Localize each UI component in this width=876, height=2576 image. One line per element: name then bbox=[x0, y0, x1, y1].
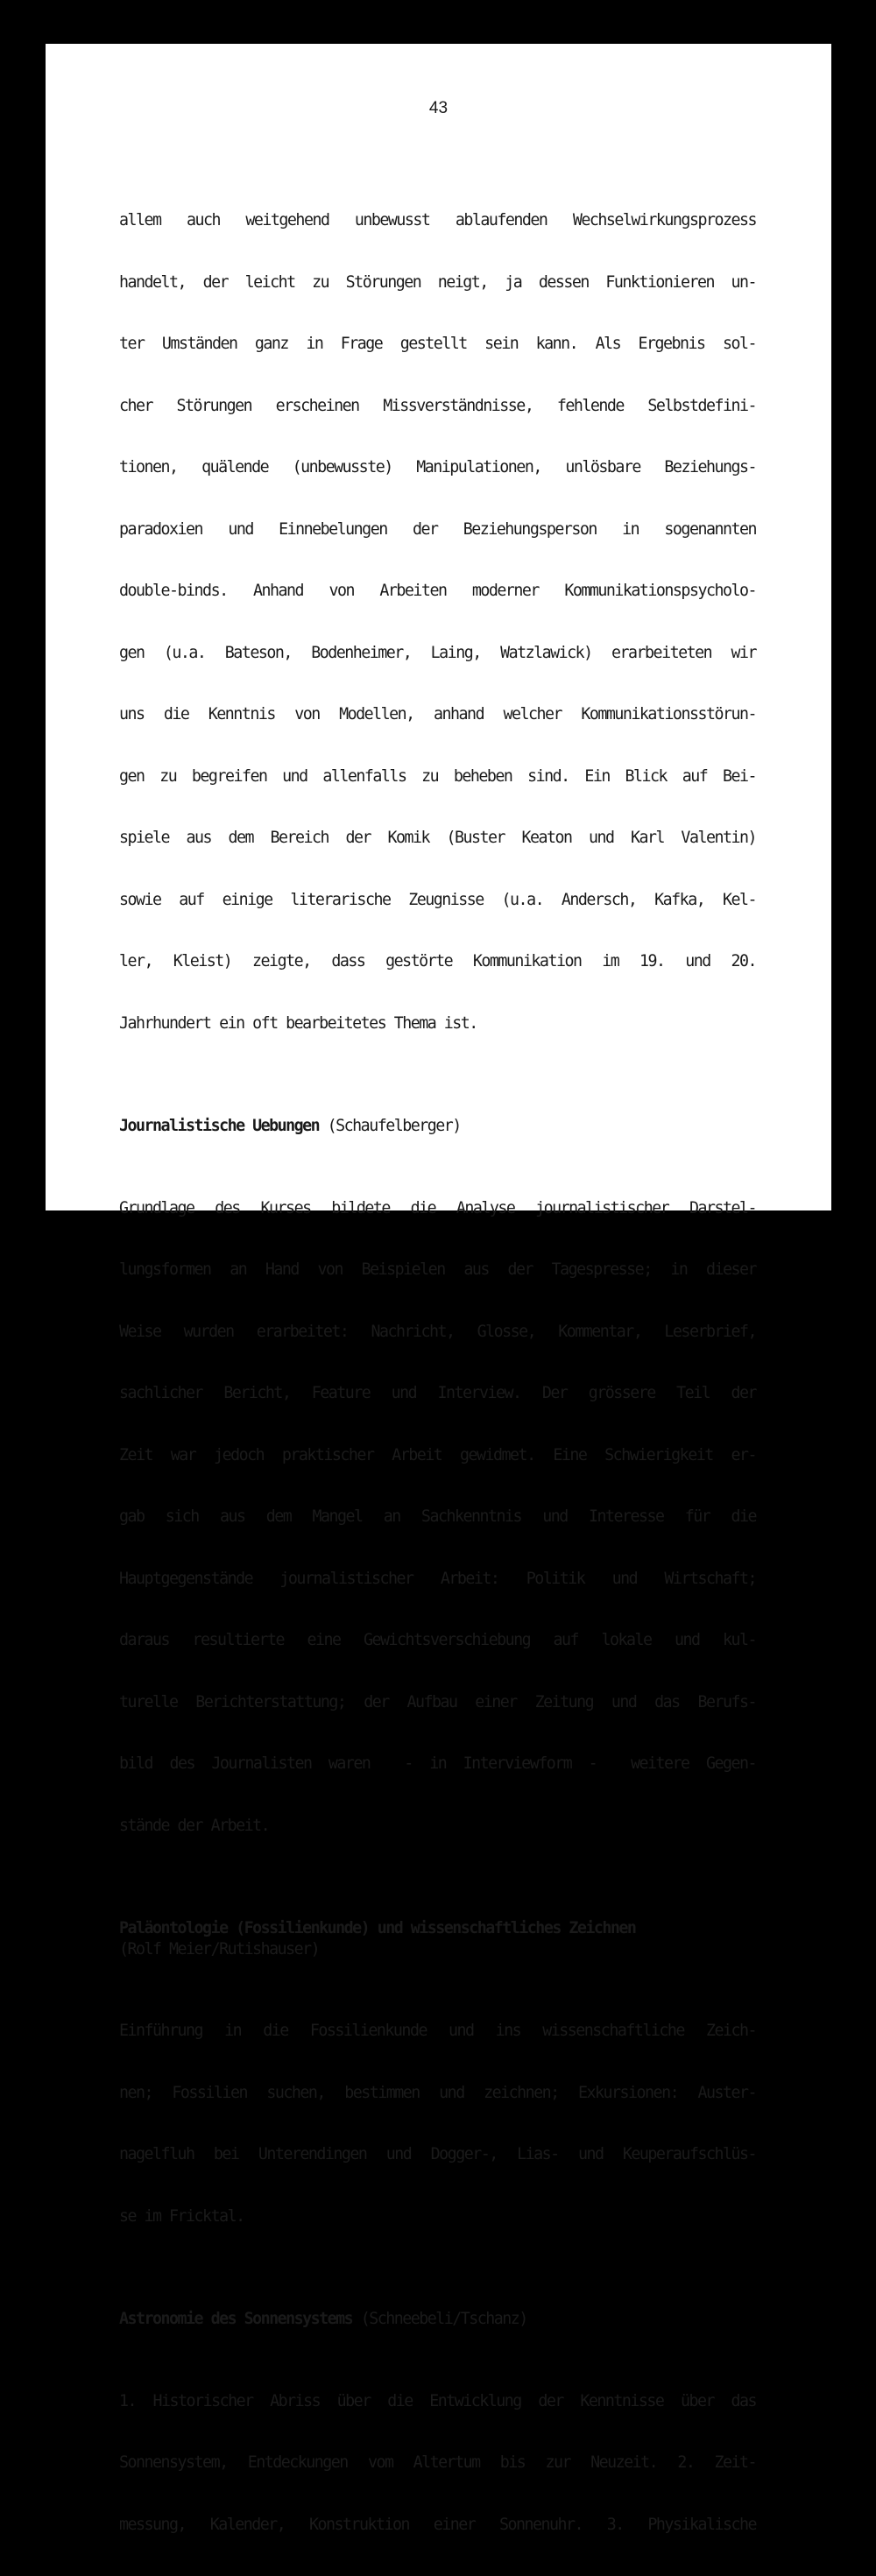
text-line: sowie auf einige literarische Zeugnisse (u.a. Andersch, Kafka, Kel- bbox=[119, 890, 756, 911]
text-line: ler, Kleist) zeigte, dass gestörte Kommunikation im 19. und 20. bbox=[119, 951, 756, 972]
text-line: stände der Arbeit. bbox=[119, 1816, 756, 1837]
text-line: tionen, quälende (unbewusste) Manipulationen, unlösbare Beziehungs- bbox=[119, 457, 756, 478]
document-page bbox=[46, 44, 831, 1210]
section-heading-palaeontology bbox=[119, 1918, 756, 1959]
text-line: gab sich aus dem Mangel an Sachkenntnis und Interesse für die bbox=[119, 1507, 756, 1528]
text-line: 1. Historischer Abriss über die Entwicklung der Kenntnisse über das bbox=[119, 2391, 756, 2412]
section-title: Astronomie des Sonnensystems bbox=[119, 2310, 352, 2328]
section-authors: (Schaufelberger) bbox=[319, 1117, 461, 1135]
text-line: Grundlage des Kurses bildete die Analyse journalistischer Darstel- bbox=[119, 1198, 756, 1219]
astronomy-paragraph bbox=[119, 2350, 756, 2576]
text-line: Sonnensystem, Entdeckungen vom Altertum bis zur Neuzeit. 2. Zeit- bbox=[119, 2452, 756, 2474]
text-line: double-binds. Anhand von Arbeiten moderner Kommunikationspsycholo- bbox=[119, 581, 756, 602]
section-heading-astronomy bbox=[119, 2309, 756, 2330]
page-number: 43 bbox=[46, 99, 831, 118]
text-line: lungsformen an Hand von Beispielen aus der Tagespresse; in dieser bbox=[119, 1260, 756, 1281]
section-heading-journalism bbox=[119, 1116, 756, 1137]
section-title: Journalistische Uebungen bbox=[119, 1117, 319, 1135]
text-line: Einführung in die Fossilienkunde und ins wissenschaftliche Zeich- bbox=[119, 2021, 756, 2042]
section-authors: (Schneebeli/Tschanz) bbox=[352, 2310, 527, 2328]
text-line: nen; Fossilien suchen, bestimmen und zeichnen; Exkursionen: Auster- bbox=[119, 2083, 756, 2104]
text-line: daraus resultierte eine Gewichtsverschiebung auf lokale und kul- bbox=[119, 1630, 756, 1651]
journalism-paragraph bbox=[119, 1157, 756, 1878]
text-line: Zeit war jedoch praktischer Arbeit gewidmet. Eine Schwierigkeit er- bbox=[119, 1445, 756, 1466]
text-line: cher Störungen erscheinen Missverständnisse, fehlende Selbstdefini- bbox=[119, 396, 756, 417]
text-line: bild des Journalisten waren - in Interviewform - weitere Gegen- bbox=[119, 1754, 756, 1775]
text-line: messung, Kalender, Konstruktion einer Sonnenuhr. 3. Physikalische bbox=[119, 2515, 756, 2536]
text-line: turelle Berichterstattung; der Aufbau einer Zeitung und das Berufs- bbox=[119, 1692, 756, 1713]
intro-paragraph bbox=[119, 169, 756, 1075]
palaeontology-paragraph bbox=[119, 1980, 756, 2268]
page-content bbox=[119, 169, 756, 2576]
text-line: uns die Kenntnis von Modellen, anhand welcher Kommunikationsstörun- bbox=[119, 704, 756, 725]
text-line: paradoxien und Einnebelungen der Beziehungsperson in sogenannten bbox=[119, 519, 756, 540]
text-line: sachlicher Bericht, Feature und Interview. Der grössere Teil der bbox=[119, 1383, 756, 1404]
text-line: Weise wurden erarbeitet: Nachricht, Glosse, Kommentar, Leserbrief, bbox=[119, 1322, 756, 1343]
text-line: allem auch weitgehend unbewusst ablaufenden Wechselwirkungsprozess bbox=[119, 210, 756, 231]
text-line: gen (u.a. Bateson, Bodenheimer, Laing, Watzlawick) erarbeiteten wir bbox=[119, 643, 756, 664]
text-line: nagelfluh bei Unterendingen und Dogger-, Lias- und Keuperaufschlüs- bbox=[119, 2144, 756, 2165]
text-line: handelt, der leicht zu Störungen neigt, ja dessen Funktionieren un- bbox=[119, 272, 756, 293]
text-line: Hauptgegenstände journalistischer Arbeit: Politik und Wirtschaft; bbox=[119, 1569, 756, 1590]
text-line: se im Fricktal. bbox=[119, 2206, 756, 2227]
text-line: gen zu begreifen und allenfalls zu beheben sind. Ein Blick auf Bei- bbox=[119, 766, 756, 787]
text-line: ter Umständen ganz in Frage gestellt sein kann. Als Ergebnis sol- bbox=[119, 334, 756, 355]
text-line: spiele aus dem Bereich der Komik (Buster Keaton und Karl Valentin) bbox=[119, 828, 756, 849]
text-line: Jahrhundert ein oft bearbeitetes Thema ist. bbox=[119, 1013, 756, 1034]
section-title: Paläontologie (Fossilienkunde) und wissenschaftliches Zeichnen bbox=[119, 1918, 756, 1939]
section-authors: (Rolf Meier/Rutishauser) bbox=[119, 1939, 756, 1960]
